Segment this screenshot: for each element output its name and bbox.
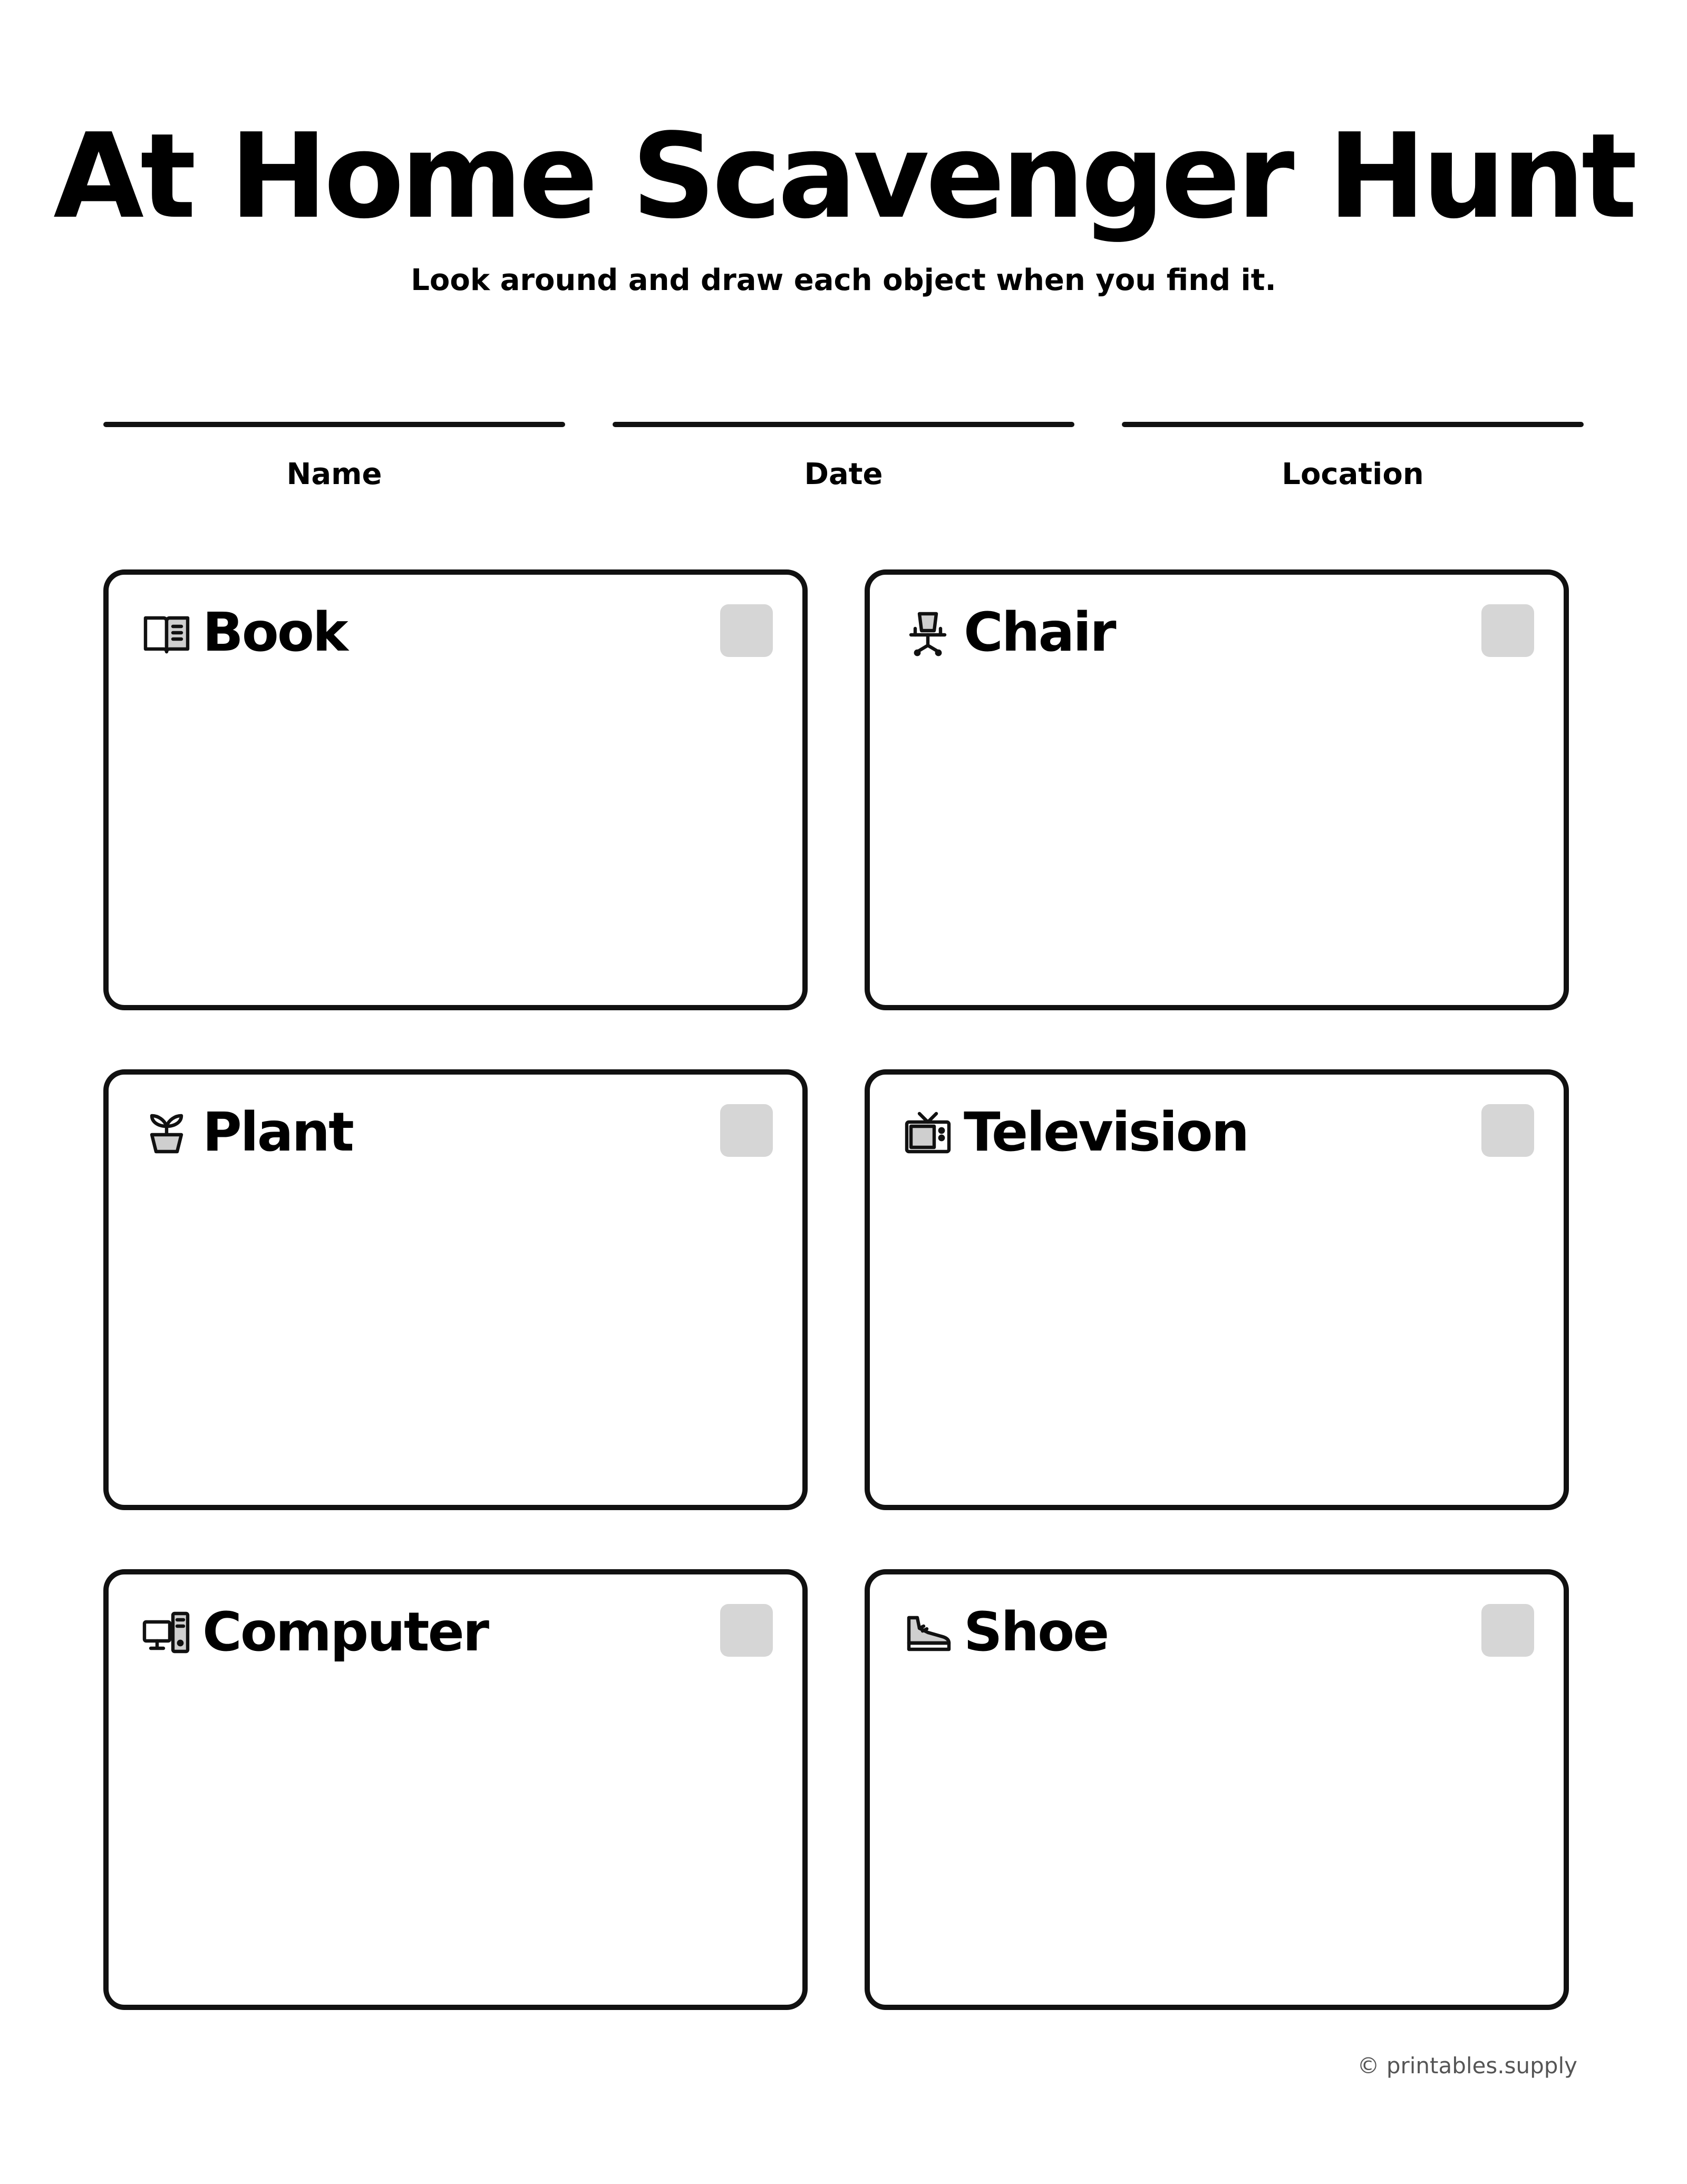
location-label: Location [1282, 457, 1424, 491]
checkbox-chair[interactable] [1481, 604, 1534, 657]
card-title-chair: Chair [964, 601, 1115, 664]
checkbox-computer[interactable] [720, 1604, 773, 1657]
date-label: Date [804, 457, 883, 491]
chair-icon [903, 607, 953, 658]
page-title: At Home Scavenger Hunt [53, 109, 1634, 245]
card-chair[interactable] [865, 569, 1569, 1010]
card-title-book: Book [202, 601, 347, 664]
name-field[interactable] [103, 422, 565, 496]
page-subtitle: Look around and draw each object when you find it. [411, 263, 1276, 297]
date-field[interactable] [613, 422, 1074, 496]
date-line[interactable] [613, 422, 1074, 427]
checkbox-shoe[interactable] [1481, 1604, 1534, 1657]
card-book[interactable] [103, 569, 808, 1010]
plant-icon [141, 1107, 192, 1158]
card-title-shoe: Shoe [964, 1601, 1108, 1664]
computer-icon [141, 1607, 192, 1658]
copyright-footer: © printables.supply [1357, 2053, 1577, 2079]
card-computer[interactable] [103, 1569, 808, 2010]
name-label: Name [286, 457, 382, 491]
card-plant[interactable] [103, 1069, 808, 1510]
checkbox-television[interactable] [1481, 1104, 1534, 1157]
card-title-plant: Plant [202, 1101, 353, 1164]
name-line[interactable] [103, 422, 565, 427]
television-icon [903, 1107, 953, 1158]
card-shoe[interactable] [865, 1569, 1569, 2010]
book-icon [141, 607, 192, 658]
location-line[interactable] [1122, 422, 1584, 427]
card-title-television: Television [964, 1101, 1248, 1164]
card-television[interactable] [865, 1069, 1569, 1510]
card-title-computer: Computer [202, 1601, 488, 1664]
checkbox-plant[interactable] [720, 1104, 773, 1157]
checkbox-book[interactable] [720, 604, 773, 657]
location-field[interactable] [1122, 422, 1584, 496]
shoe-icon [903, 1607, 953, 1658]
